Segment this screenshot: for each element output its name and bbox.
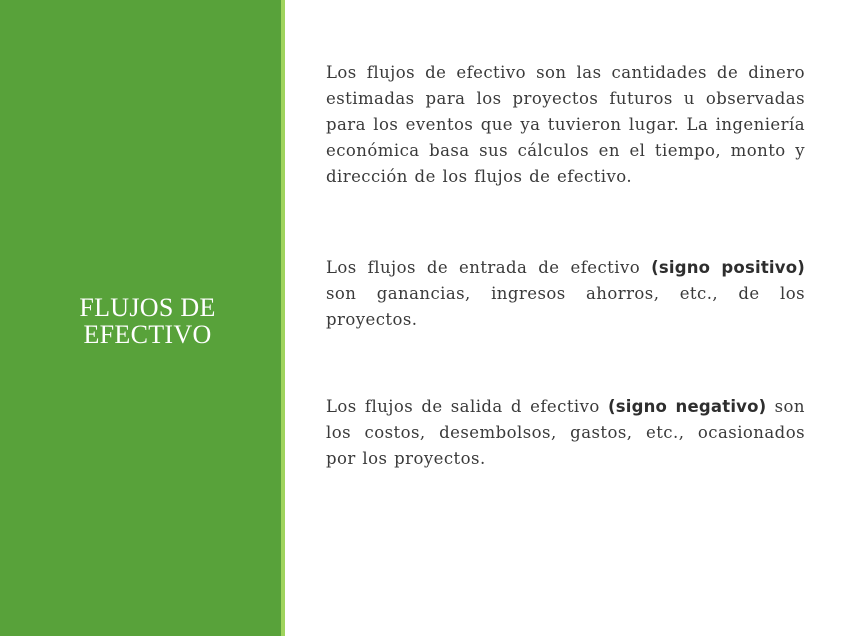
slide-title <box>20 294 275 348</box>
paragraph-inflows-text: Los flujos de entrada de efectivo <box>326 258 652 277</box>
paragraph-inflows <box>326 255 805 333</box>
paragraph-inflows-rest: son ganancias, ingresos ahorros, etc., de los proyectos. <box>326 284 805 329</box>
paragraph-outflows-text: Los flujos de salida d efectivo <box>326 397 608 416</box>
slide-title-line-2: EFECTIVO <box>83 320 212 349</box>
title-panel-accent-edge <box>281 0 285 636</box>
paragraph-definition: Los flujos de efectivo son las cantidades de dinero estimadas para los proyectos futuros u observadas para los eventos que ya tuvieron lugar. La ingeniería económica basa sus cálculos en el tiempo, monto y dirección de los flujos de efectivo. <box>326 63 805 186</box>
positive-sign-label: (signo positivo) <box>651 258 805 277</box>
paragraph-outflows <box>326 394 805 472</box>
slide-body <box>326 60 805 472</box>
paragraph-outflows-rest: son los costos, desembolsos, gastos, etc., ocasionados por los proyectos. <box>326 397 805 468</box>
negative-sign-label: (signo negativo) <box>607 397 767 416</box>
slide-title-line-1: FLUJOS DE <box>79 293 216 322</box>
